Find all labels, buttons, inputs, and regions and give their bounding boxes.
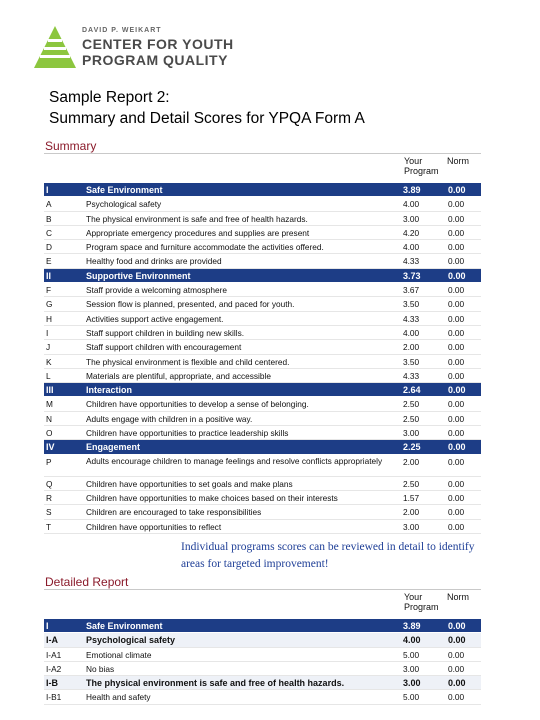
page-title xyxy=(49,87,365,129)
row-your-program: 2.00 xyxy=(403,456,420,467)
table-row xyxy=(44,520,481,534)
row-norm: 0.00 xyxy=(448,370,465,381)
row-code: F xyxy=(46,285,52,296)
summary-heading: Summary xyxy=(45,139,97,153)
logo-line-3: PROGRAM QUALITY xyxy=(82,52,228,68)
row-label: Children have opportunities to make choices based on their interests xyxy=(86,492,338,503)
row-norm: 0.00 xyxy=(448,199,465,210)
row-label: Psychological safety xyxy=(86,635,176,646)
row-your-program: 3.00 xyxy=(403,428,420,439)
row-code: S xyxy=(46,507,52,518)
row-norm: 0.00 xyxy=(448,663,465,674)
logo-mark-icon xyxy=(32,24,78,70)
row-code: D xyxy=(46,242,52,253)
table-row xyxy=(44,477,481,491)
row-code: J xyxy=(46,342,51,353)
row-code: R xyxy=(46,492,52,503)
row-your-program: 2.50 xyxy=(403,399,420,410)
row-norm: 0.00 xyxy=(448,521,465,532)
table-row xyxy=(44,355,481,369)
detailed-report xyxy=(44,575,481,705)
row-norm: 0.00 xyxy=(448,399,465,410)
row-label: Children have opportunities to develop a sense of belonging. xyxy=(86,399,309,410)
table-row xyxy=(44,326,481,340)
row-your-program: 4.33 xyxy=(403,313,420,324)
row-norm: 0.00 xyxy=(448,456,465,467)
row-label: Safe Environment xyxy=(86,185,163,195)
row-label: Adults encourage children to manage feelings and resolve conflicts appropriately xyxy=(86,455,383,466)
row-label: Children have opportunities to reflect xyxy=(86,521,222,532)
row-label: Children have opportunities to practice leadership skills xyxy=(86,428,289,439)
row-label: Session flow is planned, presented, and paced for youth. xyxy=(86,299,295,310)
table-row xyxy=(44,197,481,211)
table-row xyxy=(44,212,481,226)
table-row xyxy=(44,369,481,383)
row-norm: 0.00 xyxy=(448,242,465,253)
row-norm: 0.00 xyxy=(448,492,465,503)
row-label: Program space and furniture accommodate the activities offered. xyxy=(86,242,324,253)
table-row xyxy=(44,340,481,354)
row-your-program: 3.00 xyxy=(403,663,420,674)
row-code: I xyxy=(46,185,49,195)
table-row xyxy=(44,455,481,477)
row-norm: 0.00 xyxy=(448,270,466,281)
row-label: Safe Environment xyxy=(86,621,163,631)
row-your-program: 3.89 xyxy=(403,621,421,631)
column-your-program: Your Program xyxy=(404,156,439,176)
row-label: Emotional climate xyxy=(86,649,152,660)
row-label: No bias xyxy=(86,663,115,674)
row-your-program: 4.33 xyxy=(403,256,420,267)
row-code: P xyxy=(46,456,52,467)
row-norm: 0.00 xyxy=(448,478,465,489)
table-row xyxy=(44,648,481,662)
row-code: I-A1 xyxy=(46,649,62,660)
row-your-program: 3.73 xyxy=(403,270,421,281)
row-code: III xyxy=(46,385,54,396)
row-label: Adults engage with children in a positive way. xyxy=(86,413,253,424)
row-norm: 0.00 xyxy=(448,313,465,324)
row-code: O xyxy=(46,428,53,439)
summary-column-header xyxy=(44,153,481,183)
row-norm: 0.00 xyxy=(448,692,465,703)
row-your-program: 4.20 xyxy=(403,227,420,238)
row-your-program: 3.50 xyxy=(403,356,420,367)
row-label: Staff support children in building new skills. xyxy=(86,327,245,338)
row-label: Health and safety xyxy=(86,692,151,703)
row-label: Materials are plentiful, appropriate, and accessible xyxy=(86,370,271,381)
logo-line-2: CENTER FOR YOUTH xyxy=(82,36,234,52)
row-code: K xyxy=(46,356,52,367)
row-code: II xyxy=(46,270,52,281)
row-your-program: 2.25 xyxy=(403,442,421,453)
row-your-program: 2.64 xyxy=(403,385,421,396)
row-label: Interaction xyxy=(86,385,133,396)
row-code: T xyxy=(46,521,52,532)
logo-line-1: DAVID P. WEIKART xyxy=(82,27,162,34)
row-norm: 0.00 xyxy=(448,185,466,195)
table-row xyxy=(44,412,481,426)
row-label: Psychological safety xyxy=(86,199,162,210)
table-row xyxy=(44,240,481,254)
row-norm: 0.00 xyxy=(448,649,465,660)
summary-rows xyxy=(44,183,481,534)
detail-column-header xyxy=(44,589,481,619)
row-norm: 0.00 xyxy=(448,442,466,453)
row-code: I xyxy=(46,327,49,338)
row-your-program: 5.00 xyxy=(403,649,420,660)
column-norm: Norm xyxy=(447,156,469,166)
row-label: The physical environment is safe and free of health hazards. xyxy=(86,213,308,224)
row-norm: 0.00 xyxy=(448,285,465,296)
table-row xyxy=(44,297,481,311)
row-code: I-A2 xyxy=(46,663,62,674)
section-row xyxy=(44,269,481,283)
section-row xyxy=(44,383,481,397)
row-your-program: 2.00 xyxy=(403,342,420,353)
row-code: I-B1 xyxy=(46,692,62,703)
row-label: Children have opportunities to set goals and make plans xyxy=(86,478,293,489)
table-row xyxy=(44,283,481,297)
row-code: IV xyxy=(46,442,55,453)
row-label: Children are encouraged to take responsibilities xyxy=(86,507,262,518)
row-label: Activities support active engagement. xyxy=(86,313,224,324)
row-norm: 0.00 xyxy=(448,342,465,353)
row-your-program: 4.00 xyxy=(403,327,420,338)
section-row xyxy=(44,619,481,633)
table-row xyxy=(44,676,481,690)
title-line-1: Sample Report 2: xyxy=(49,89,170,106)
table-row xyxy=(44,312,481,326)
row-code: B xyxy=(46,213,52,224)
row-code: M xyxy=(46,399,53,410)
row-code: I-A xyxy=(46,635,58,646)
row-your-program: 3.00 xyxy=(403,678,421,689)
row-code: I xyxy=(46,621,49,631)
column-norm: Norm xyxy=(447,592,469,602)
row-norm: 0.00 xyxy=(448,428,465,439)
section-row xyxy=(44,440,481,454)
row-norm: 0.00 xyxy=(448,327,465,338)
row-label: Engagement xyxy=(86,442,141,453)
table-row xyxy=(44,254,481,268)
row-code: Q xyxy=(46,478,53,489)
row-your-program: 4.33 xyxy=(403,370,420,381)
row-label: Supportive Environment xyxy=(86,270,191,281)
table-row xyxy=(44,426,481,440)
row-norm: 0.00 xyxy=(448,621,466,631)
row-label: The physical environment is flexible and child centered. xyxy=(86,356,290,367)
row-code: G xyxy=(46,299,53,310)
row-label: Healthy food and drinks are provided xyxy=(86,256,222,267)
row-your-program: 4.00 xyxy=(403,242,420,253)
row-code: C xyxy=(46,227,52,238)
row-norm: 0.00 xyxy=(448,413,465,424)
section-row xyxy=(44,183,481,197)
row-code: A xyxy=(46,199,52,210)
row-your-program: 3.50 xyxy=(403,299,420,310)
row-your-program: 3.89 xyxy=(403,185,421,195)
row-norm: 0.00 xyxy=(448,356,465,367)
table-row xyxy=(44,690,481,704)
row-label: Staff support children with encouragement xyxy=(86,342,242,353)
row-your-program: 2.50 xyxy=(403,413,420,424)
organization-logo xyxy=(32,22,272,72)
row-label: Appropriate emergency procedures and supplies are present xyxy=(86,227,310,238)
row-code: H xyxy=(46,313,52,324)
table-row xyxy=(44,226,481,240)
row-norm: 0.00 xyxy=(448,635,466,646)
detail-heading: Detailed Report xyxy=(45,575,129,589)
row-your-program: 2.00 xyxy=(403,507,420,518)
row-code: L xyxy=(46,370,51,381)
row-your-program: 2.50 xyxy=(403,478,420,489)
row-your-program: 4.00 xyxy=(403,199,420,210)
table-row xyxy=(44,397,481,411)
row-norm: 0.00 xyxy=(448,678,466,689)
summary-report xyxy=(44,139,481,534)
row-your-program: 4.00 xyxy=(403,635,421,646)
column-your-program: Your Program xyxy=(404,592,439,612)
row-code: N xyxy=(46,413,52,424)
title-line-2: Summary and Detail Scores for YPQA Form A xyxy=(49,110,365,127)
row-label: Staff provide a welcoming atmosphere xyxy=(86,285,227,296)
row-code: I-B xyxy=(46,678,58,689)
table-row xyxy=(44,633,481,647)
table-row xyxy=(44,491,481,505)
row-your-program: 3.00 xyxy=(403,521,420,532)
row-your-program: 5.00 xyxy=(403,692,420,703)
table-row xyxy=(44,505,481,519)
row-code: E xyxy=(46,256,52,267)
row-your-program: 1.57 xyxy=(403,492,420,503)
row-norm: 0.00 xyxy=(448,299,465,310)
row-norm: 0.00 xyxy=(448,213,465,224)
row-norm: 0.00 xyxy=(448,227,465,238)
callout-note: Individual programs scores can be reviewed in detail to identify areas for targeted improvement! xyxy=(181,541,475,570)
row-your-program: 3.67 xyxy=(403,285,420,296)
table-row xyxy=(44,662,481,676)
detail-rows xyxy=(44,619,481,705)
row-your-program: 3.00 xyxy=(403,213,420,224)
row-label: The physical environment is safe and free of health hazards. xyxy=(86,678,345,689)
row-norm: 0.00 xyxy=(448,507,465,518)
row-norm: 0.00 xyxy=(448,385,466,396)
row-norm: 0.00 xyxy=(448,256,465,267)
